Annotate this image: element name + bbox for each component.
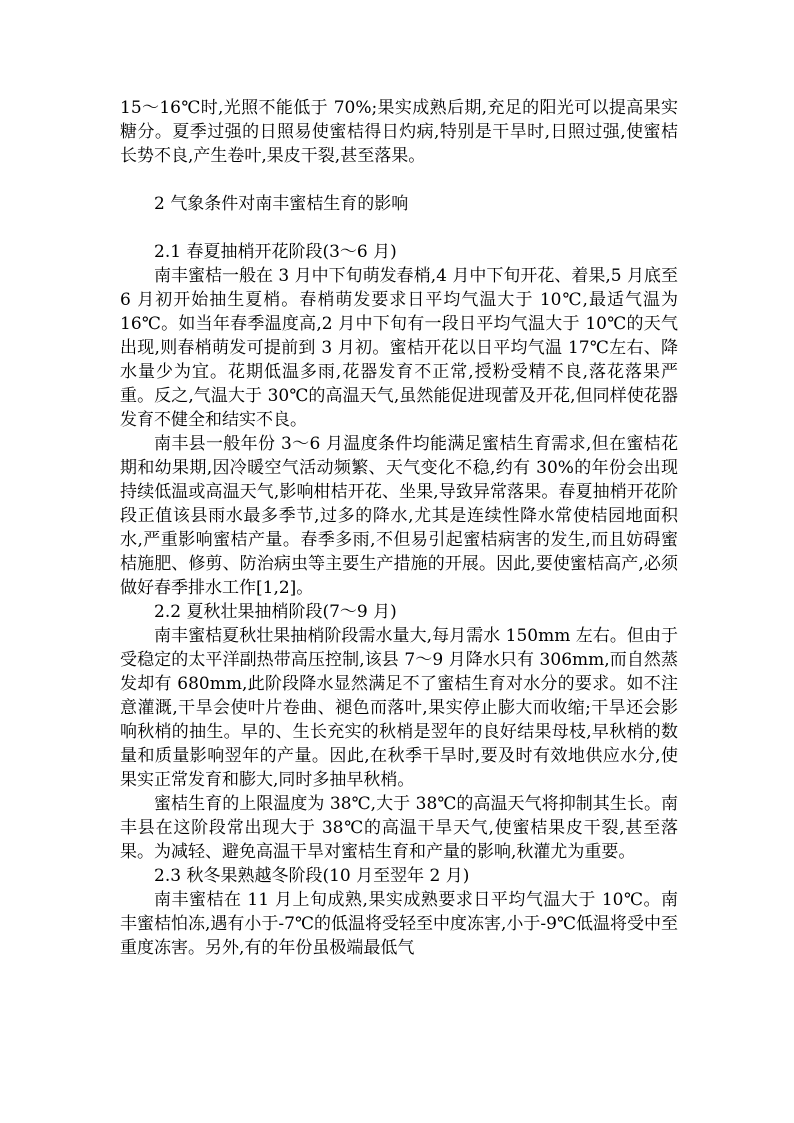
paragraph-autumn-winter: 南丰蜜桔在 11 月上旬成熟,果实成熟要求日平均气温大于 10℃。南丰蜜桔怕冻,遇有小于-7℃的低温将受轻至中度冻害,小于-9℃低温将受中至重度冻害。另外,有的年份虽极端最低气 [120,890,678,958]
section-heading-2: 2 气象条件对南丰蜜桔生育的影响 [154,194,409,214]
paragraph-summer-temperature: 蜜桔生育的上限温度为 38℃,大于 38℃的高温天气将抑制其生长。南丰县在这阶段常出现大于 38℃的高温干旱天气,使蜜桔果皮干裂,甚至落果。为减轻、避免高温干旱对蜜桔生育和产量的影响,秋灌尤为重要。 [120,794,678,862]
subsection-heading-2-2: 2.2 夏秋壮果抽梢阶段(7～9 月) [154,602,397,622]
subsection-heading-2-3: 2.3 秋冬果熟越冬阶段(10 月至翌年 2 月) [154,866,470,886]
subsection-heading-2-1: 2.1 春夏抽梢开花阶段(3～6 月) [154,242,397,262]
paragraph-spring-shoots: 南丰蜜桔一般在 3 月中下旬萌发春梢,4 月中下旬开花、着果,5 月底至 6 月初开始抽生夏梢。春梢萌发要求日平均气温大于 10℃,最适气温为 16℃。如当年春季温度高,2 月中下旬有一段日平均气温大于 10℃的天气出现,则春梢萌发可提前到 3 月初。蜜桔开花以日平均气温 17℃左右、降水量少为宜。花期低温多雨,花器发育不正常,授粉受精不良,落花落果严重。反之,气温大于 30℃的高温天气,虽然能促进现蕾及开花,但同样使花器发育不健全和结实不良。 [120,266,678,430]
document-body [120,96,678,960]
paragraph-spring-conditions: 南丰县一般年份 3～6 月温度条件均能满足蜜桔生育需求,但在蜜桔花期和幼果期,因冷暖空气活动频繁、天气变化不稳,约有 30%的年份会出现持续低温或高温天气,影响柑桔开花、坐果,导致异常落果。春夏抽梢开花阶段正值该县雨水最多季节,过多的降水,尤其是连续性降水常使桔园地面积水,严重影响蜜桔产量。春季多雨,不但易引起蜜桔病害的发生,而且妨碍蜜桔施肥、修剪、防治病虫等主要生产措施的开展。因此,要使蜜桔高产,必须做好春季排水工作[1,2]。 [120,434,678,598]
paragraph-sunlight: 15～16℃时,光照不能低于 70%;果实成熟后期,充足的阳光可以提高果实糖分。夏季过强的日照易使蜜桔得日灼病,特别是干旱时,日照过强,使蜜桔长势不良,产生卷叶,果皮干裂,甚至落果。 [120,98,678,166]
paragraph-summer-water: 南丰蜜桔夏秋壮果抽梢阶段需水量大,每月需水 150mm 左右。但由于受稳定的太平洋副热带高压控制,该县 7～9 月降水只有 306mm,而自然蒸发却有 680mm,此阶段降水显然满足不了蜜桔生育对水分的要求。如不注意灌溉,干旱会使叶片卷曲、褪色而落叶,果实停止膨大而收缩;干旱还会影响秋梢的抽生。早的、生长充实的秋梢是翌年的良好结果母枝,早秋梢的数量和质量影响翌年的产量。因此,在秋季干旱时,要及时有效地供应水分,使果实正常发育和膨大,同时多抽早秋梢。 [120,626,678,790]
